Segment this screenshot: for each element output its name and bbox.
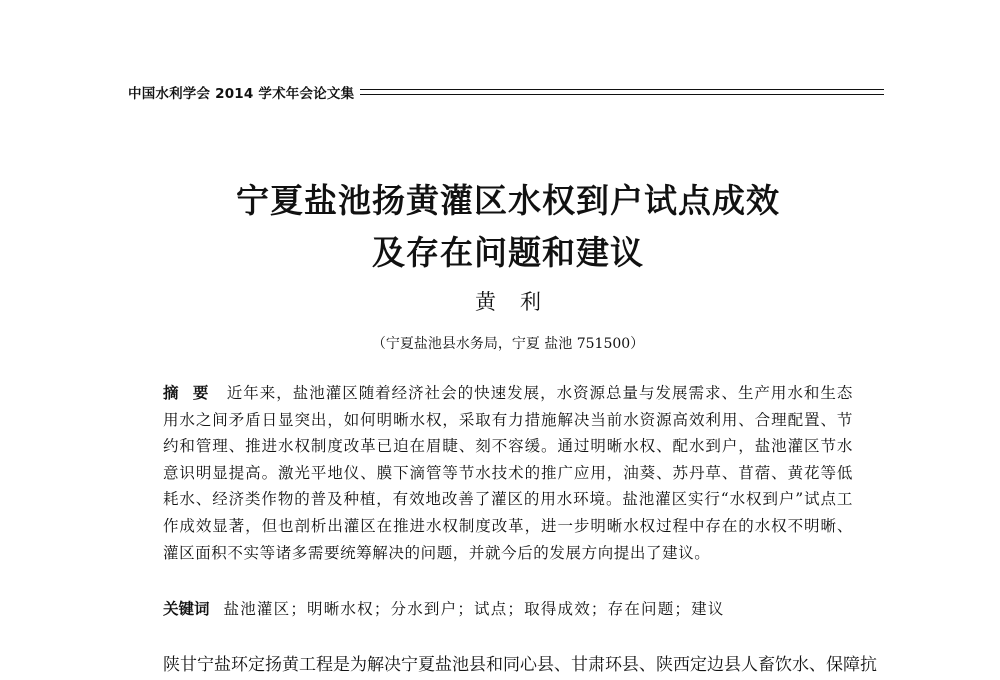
abstract-label: 摘要 [163,384,223,402]
header-double-rule [360,88,884,97]
author-name: 黄利 [475,290,565,314]
abstract-text: 近年来，盐池灌区随着经济社会的快速发展，水资源总量与发展需求、生产用水和生态用水之间矛盾日显突出，如何明晰水权，采取有力措施解决当前水资源高效利用、合理配置、节约和管理、推进水权制度改革已迫在眉睫、刻不容缓。通过明晰水权、配水到户，盐池灌区节水意识明显提高。激光平地仪、膜下滴管等节水技术的推广应用，油葵、苏丹草、苜蓿、黄花等低耗水、经济类作物的普及种植，有效地改善了灌区的用水环境。盐池灌区实行“水权到户”试点工作成效显著，但也剖析出灌区在推进水权制度改革，进一步明晰水权过程中存在的水权不明晰、灌区面积不实等诸多需要统筹解决的问题，并就今后的发展方向提出了建议。 [163,384,853,562]
running-header [128,81,884,103]
keywords-text: 盐池灌区；明晰水权；分水到户；试点；取得成效；存在问题；建议 [223,600,725,618]
keywords [163,596,853,622]
paper-title [130,175,886,279]
abstract [163,380,853,566]
author-affiliation: （宁夏盐池县水务局，宁夏 盐池 751500） [371,336,645,352]
paper-title-line-1: 宁夏盐池扬黄灌区水权到户试点成效 [236,181,780,220]
body-paragraph-first-line: 陕甘宁盐环定扬黄工程是为解决宁夏盐池县和同心县、甘肃环县、陕西定边县人畜饮水、保障抗 [163,655,877,675]
keywords-label: 关键词 [163,600,210,618]
paper-title-line-2: 及存在问题和建议 [372,233,644,272]
running-header-title: 中国水利学会 2014 学术年会论文集 [128,86,355,102]
